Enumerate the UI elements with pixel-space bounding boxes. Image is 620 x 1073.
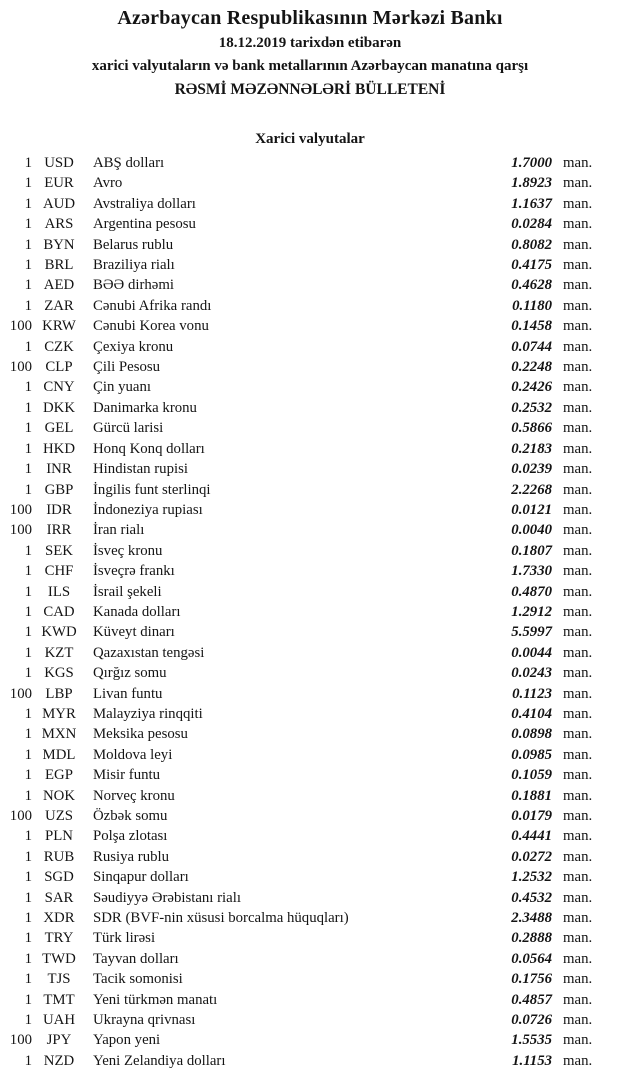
unit-label: man. <box>563 746 593 763</box>
currency-row <box>0 194 620 214</box>
quantity-value: 1 <box>24 726 32 743</box>
unit-label: man. <box>563 155 593 171</box>
unit-label: man. <box>563 665 593 682</box>
currency-code: MDL <box>42 746 76 763</box>
unit-label: man. <box>563 420 593 437</box>
exchange-rate: 0.1881 <box>511 787 552 804</box>
currency-row <box>0 214 620 234</box>
quantity-value: 100 <box>9 1032 32 1049</box>
exchange-rate: 0.5866 <box>511 420 552 437</box>
quantity-value: 1 <box>24 869 32 886</box>
currency-code: CAD <box>43 603 75 620</box>
currency-code: IDR <box>46 501 72 518</box>
currency-row <box>0 990 620 1010</box>
currency-code: EUR <box>44 175 74 192</box>
quantity-value: 100 <box>9 808 32 824</box>
currency-name: Özbək somu <box>93 808 168 824</box>
unit-label: man. <box>563 685 593 702</box>
currency-row <box>0 500 620 520</box>
bank-title: Azərbaycan Respublikasının Mərkəzi Bankı <box>117 7 503 29</box>
unit-label: man. <box>563 399 593 416</box>
currency-row <box>0 663 620 683</box>
unit-label: man. <box>563 216 593 233</box>
exchange-rate: 2.3488 <box>511 910 552 927</box>
currency-row <box>0 357 620 377</box>
currency-code: PLN <box>45 828 73 845</box>
currency-row <box>0 826 620 846</box>
quantity-value: 1 <box>24 705 32 722</box>
currency-name: Avro <box>93 175 123 192</box>
quantity-value: 1 <box>24 1012 32 1029</box>
currency-name: Türk lirəsi <box>93 930 156 947</box>
currency-row <box>0 724 620 744</box>
exchange-rate: 5.5997 <box>511 624 552 641</box>
unit-label: man. <box>563 603 593 620</box>
currency-name: Hindistan rupisi <box>93 461 188 478</box>
currency-code: SGD <box>44 869 74 886</box>
unit-label: man. <box>563 563 593 580</box>
exchange-rate: 1.1153 <box>512 1052 552 1069</box>
exchange-rate: 0.4870 <box>511 583 552 600</box>
quantity-value: 1 <box>24 297 32 314</box>
currency-row <box>0 786 620 806</box>
unit-label: man. <box>563 440 593 457</box>
unit-label: man. <box>563 726 593 743</box>
currency-row <box>0 949 620 969</box>
currency-name: Meksika pesosu <box>93 726 188 743</box>
exchange-rate: 0.2426 <box>511 379 552 396</box>
currency-name: Livan funtu <box>93 685 163 702</box>
currency-row <box>0 1010 620 1030</box>
unit-label: man. <box>563 950 593 967</box>
currency-code: SEK <box>45 542 73 559</box>
currency-name: Kanada dolları <box>93 603 181 620</box>
exchange-rate: 1.7330 <box>511 563 552 580</box>
exchange-rate: 0.2248 <box>511 359 552 376</box>
unit-label: man. <box>563 297 593 314</box>
currency-row <box>0 459 620 479</box>
unit-label: man. <box>563 379 593 396</box>
quantity-value: 1 <box>24 195 32 212</box>
currency-code: CNY <box>43 379 75 396</box>
currency-row <box>0 561 620 581</box>
currency-code: AED <box>43 277 75 294</box>
currency-name: Yapon yeni <box>93 1032 161 1049</box>
exchange-rate: 2.2268 <box>511 481 552 498</box>
currency-code: DKK <box>42 399 76 416</box>
currency-row <box>0 1051 620 1071</box>
currency-name: Tacik somonisi <box>93 971 183 988</box>
exchange-rate: 0.2888 <box>511 930 552 947</box>
currency-code: RUB <box>43 848 75 865</box>
section-title: Xarici valyutalar <box>255 131 365 147</box>
currency-row <box>0 296 620 316</box>
currency-code: BRL <box>44 257 74 274</box>
currency-code: CZK <box>44 338 74 355</box>
unit-label: man. <box>563 583 593 600</box>
quantity-value: 1 <box>24 971 32 988</box>
currency-name: Rusiya rublu <box>93 848 170 865</box>
unit-label: man. <box>563 869 593 886</box>
quantity-value: 1 <box>24 481 32 498</box>
unit-label: man. <box>563 644 593 661</box>
quantity-value: 100 <box>9 685 32 702</box>
quantity-value: 1 <box>24 746 32 763</box>
currency-row <box>0 765 620 785</box>
currency-code: TWD <box>42 950 76 967</box>
currency-name: Misir funtu <box>93 767 160 784</box>
quantity-value: 1 <box>24 787 32 804</box>
exchange-rate: 0.0239 <box>511 461 552 478</box>
exchange-rate: 0.0744 <box>511 338 552 355</box>
currency-code: LBP <box>45 685 73 702</box>
currency-code: JPY <box>46 1032 72 1049</box>
exchange-rate: 0.4441 <box>511 828 552 845</box>
currency-row <box>0 1030 620 1050</box>
currency-row <box>0 806 620 826</box>
quantity-value: 1 <box>24 644 32 661</box>
currency-row <box>0 520 620 540</box>
currency-code: AUD <box>42 195 76 212</box>
quantity-value: 1 <box>24 767 32 784</box>
exchange-rate: 0.0040 <box>511 522 552 539</box>
unit-label: man. <box>563 318 593 335</box>
currency-name: Tayvan dolları <box>93 950 179 967</box>
currency-name: Norveç kronu <box>93 787 175 804</box>
quantity-value: 1 <box>24 420 32 437</box>
quantity-value: 1 <box>24 277 32 294</box>
quantity-value: 1 <box>24 583 32 600</box>
quantity-value: 100 <box>9 501 32 518</box>
quantity-value: 100 <box>9 359 32 376</box>
unit-label: man. <box>563 236 593 253</box>
currency-code: KZT <box>44 644 74 661</box>
exchange-rate: 0.0726 <box>511 1012 552 1029</box>
unit-label: man. <box>563 808 593 824</box>
currency-name: İsrail şekeli <box>93 583 162 600</box>
unit-label: man. <box>563 542 593 559</box>
currency-name: Avstraliya dolları <box>93 195 196 212</box>
currency-code: HKD <box>42 440 76 457</box>
unit-label: man. <box>563 971 593 988</box>
currency-name: Argentina pesosu <box>93 216 196 233</box>
exchange-rate: 0.0121 <box>511 501 552 518</box>
quantity-value: 1 <box>24 461 32 478</box>
currency-row <box>0 745 620 765</box>
exchange-rate: 0.0284 <box>511 216 552 233</box>
unit-label: man. <box>563 522 593 539</box>
currency-table <box>0 153 620 1071</box>
unit-label: man. <box>563 1032 593 1049</box>
currency-row <box>0 275 620 295</box>
unit-label: man. <box>563 828 593 845</box>
currency-name: Cənubi Korea vonu <box>93 318 209 335</box>
quantity-value: 1 <box>24 828 32 845</box>
currency-code: SAR <box>44 889 74 906</box>
exchange-rate: 0.4628 <box>511 277 552 294</box>
exchange-rate: 0.1458 <box>511 318 552 335</box>
currency-row <box>0 847 620 867</box>
exchange-rate: 0.1180 <box>512 297 552 314</box>
currency-name: Honq Konq dolları <box>93 440 205 457</box>
exchange-rate: 0.1807 <box>511 542 552 559</box>
quantity-value: 1 <box>24 155 32 171</box>
currency-row <box>0 908 620 928</box>
bulletin-subtitle: xarici valyutaların və bank metallarının Azərbaycan manatına qarşı <box>91 58 529 74</box>
quantity-value: 1 <box>24 399 32 416</box>
quantity-value: 1 <box>24 542 32 559</box>
exchange-rate: 1.7000 <box>511 155 552 171</box>
currency-name: İndoneziya rupiası <box>93 501 203 518</box>
unit-label: man. <box>563 257 593 274</box>
exchange-rate: 0.0564 <box>511 950 552 967</box>
exchange-rate: 0.4857 <box>511 991 552 1008</box>
unit-label: man. <box>563 461 593 478</box>
unit-label: man. <box>563 624 593 641</box>
unit-label: man. <box>563 359 593 376</box>
currency-name: Polşa zlotası <box>93 828 168 845</box>
quantity-value: 1 <box>24 991 32 1008</box>
unit-label: man. <box>563 910 593 927</box>
quantity-value: 1 <box>24 175 32 192</box>
currency-row <box>0 602 620 622</box>
currency-code: KRW <box>42 318 76 335</box>
currency-code: BYN <box>43 236 75 253</box>
currency-row <box>0 888 620 908</box>
currency-row <box>0 173 620 193</box>
currency-name: Qırğız somu <box>93 665 167 682</box>
currency-row <box>0 337 620 357</box>
currency-name: Moldova leyi <box>93 746 173 763</box>
currency-code: ARS <box>44 216 74 233</box>
currency-code: ILS <box>47 583 71 600</box>
currency-name: İsveç kronu <box>93 542 163 559</box>
unit-label: man. <box>563 1012 593 1029</box>
currency-code: INR <box>46 461 72 478</box>
currency-name: Çexiya kronu <box>93 338 174 355</box>
exchange-rate: 1.5535 <box>511 1032 552 1049</box>
exchange-rate: 0.4104 <box>511 705 552 722</box>
unit-label: man. <box>563 787 593 804</box>
currency-code: TMT <box>43 991 75 1008</box>
unit-label: man. <box>563 767 593 784</box>
currency-code: NZD <box>43 1052 75 1069</box>
currency-code: CHF <box>44 563 74 580</box>
currency-name: BƏƏ dirhəmi <box>93 277 174 294</box>
exchange-rate: 0.0179 <box>511 808 552 824</box>
currency-code: CLP <box>45 359 73 376</box>
quantity-value: 1 <box>24 236 32 253</box>
currency-name: Gürcü larisi <box>93 420 164 437</box>
currency-row <box>0 439 620 459</box>
unit-label: man. <box>563 705 593 722</box>
currency-code: GBP <box>44 481 74 498</box>
currency-name: Səudiyyə Ərəbistanı rialı <box>93 889 241 906</box>
quantity-value: 1 <box>24 338 32 355</box>
exchange-rate: 1.8923 <box>511 175 552 192</box>
currency-code: NOK <box>42 787 76 804</box>
exchange-rate: 0.1059 <box>511 767 552 784</box>
bulletin-header <box>0 5 620 101</box>
currency-row <box>0 255 620 275</box>
unit-label: man. <box>563 175 593 192</box>
currency-code: MXN <box>41 726 77 743</box>
currency-code: GEL <box>44 420 74 437</box>
currency-name: ABŞ dolları <box>93 155 165 171</box>
currency-name: Çili Pesosu <box>93 359 161 376</box>
quantity-value: 1 <box>24 889 32 906</box>
currency-name: Küveyt dinarı <box>93 624 175 641</box>
currency-code: TRY <box>44 930 74 947</box>
quantity-value: 1 <box>24 563 32 580</box>
quantity-value: 1 <box>24 440 32 457</box>
unit-label: man. <box>563 889 593 906</box>
quantity-value: 1 <box>24 1052 32 1069</box>
exchange-rate: 0.2183 <box>511 440 552 457</box>
currency-row <box>0 643 620 663</box>
unit-label: man. <box>563 338 593 355</box>
bulletin-title: RƏSMİ MƏZƏNNƏLƏRİ BÜLLETENİ <box>174 81 446 98</box>
currency-row <box>0 622 620 642</box>
quantity-value: 1 <box>24 930 32 947</box>
unit-label: man. <box>563 481 593 498</box>
currency-name: Braziliya rialı <box>93 257 175 274</box>
currency-row <box>0 235 620 255</box>
quantity-value: 1 <box>24 624 32 641</box>
exchange-rate: 0.0985 <box>511 746 552 763</box>
exchange-rate: 0.0044 <box>511 644 552 661</box>
currency-name: Malayziya rinqqiti <box>93 705 203 722</box>
effective-date: 18.12.2019 tarixdən etibarən <box>218 35 402 51</box>
currency-name: İran rialı <box>93 522 145 539</box>
exchange-rate: 0.8082 <box>511 236 552 253</box>
currency-name: İngilis funt sterlinqi <box>93 481 211 498</box>
exchange-rate: 0.4175 <box>511 257 552 274</box>
exchange-rate: 1.2912 <box>511 603 552 620</box>
quantity-value: 1 <box>24 379 32 396</box>
currency-name: Qazaxıstan tengəsi <box>93 644 205 661</box>
quantity-value: 100 <box>9 522 32 539</box>
exchange-rate: 0.0898 <box>511 726 552 743</box>
currency-row <box>0 541 620 561</box>
currency-row <box>0 867 620 887</box>
currency-name: Yeni Zelandiya dolları <box>93 1052 226 1069</box>
unit-label: man. <box>563 501 593 518</box>
exchange-rate: 0.0243 <box>511 665 552 682</box>
currency-code: EGP <box>45 767 73 784</box>
exchange-rate: 0.2532 <box>511 399 552 416</box>
currency-row <box>0 418 620 438</box>
currency-name: Sinqapur dolları <box>93 869 189 886</box>
quantity-value: 1 <box>24 665 32 682</box>
currency-name: İsveçrə frankı <box>93 563 175 580</box>
currency-row <box>0 684 620 704</box>
currency-code: KWD <box>41 624 77 641</box>
currency-name: Yeni türkmən manatı <box>93 991 218 1008</box>
currency-row <box>0 704 620 724</box>
quantity-value: 1 <box>24 950 32 967</box>
currency-name: SDR (BVF-nin xüsusi borcalma hüquqları) <box>93 910 349 927</box>
exchange-rate: 1.2532 <box>511 869 552 886</box>
currency-code: TJS <box>47 971 71 988</box>
currency-row <box>0 480 620 500</box>
currency-name: Çin yuanı <box>93 379 151 396</box>
currency-name: Belarus rublu <box>93 236 174 253</box>
quantity-value: 1 <box>24 603 32 620</box>
currency-row <box>0 377 620 397</box>
currency-code: KGS <box>44 665 74 682</box>
currency-code: ZAR <box>44 297 74 314</box>
currency-name: Ukrayna qrivnası <box>93 1012 196 1029</box>
currency-code: MYR <box>42 705 76 722</box>
exchange-rate: 0.0272 <box>511 848 552 865</box>
currency-code: XDR <box>43 910 75 927</box>
currency-row <box>0 316 620 336</box>
currency-row <box>0 969 620 989</box>
currency-row <box>0 153 620 173</box>
exchange-rate: 0.1756 <box>511 971 552 988</box>
currency-code: UZS <box>45 808 73 824</box>
unit-label: man. <box>563 991 593 1008</box>
currency-code: UAH <box>42 1012 76 1029</box>
currency-name: Cənubi Afrika randı <box>93 297 212 314</box>
exchange-rate: 0.4532 <box>511 889 552 906</box>
quantity-value: 1 <box>24 257 32 274</box>
unit-label: man. <box>563 848 593 865</box>
quantity-value: 1 <box>24 910 32 927</box>
quantity-value: 100 <box>9 318 32 335</box>
currency-name: Danimarka kronu <box>93 399 197 416</box>
exchange-rate: 1.1637 <box>511 195 552 212</box>
unit-label: man. <box>563 277 593 294</box>
unit-label: man. <box>563 930 593 947</box>
currency-row <box>0 398 620 418</box>
quantity-value: 1 <box>24 848 32 865</box>
currency-code: IRR <box>46 522 72 539</box>
currency-row <box>0 582 620 602</box>
quantity-value: 1 <box>24 216 32 233</box>
unit-label: man. <box>563 1052 593 1069</box>
exchange-rate: 0.1123 <box>512 685 552 702</box>
currency-code: USD <box>44 155 74 171</box>
unit-label: man. <box>563 195 593 212</box>
currency-row <box>0 928 620 948</box>
